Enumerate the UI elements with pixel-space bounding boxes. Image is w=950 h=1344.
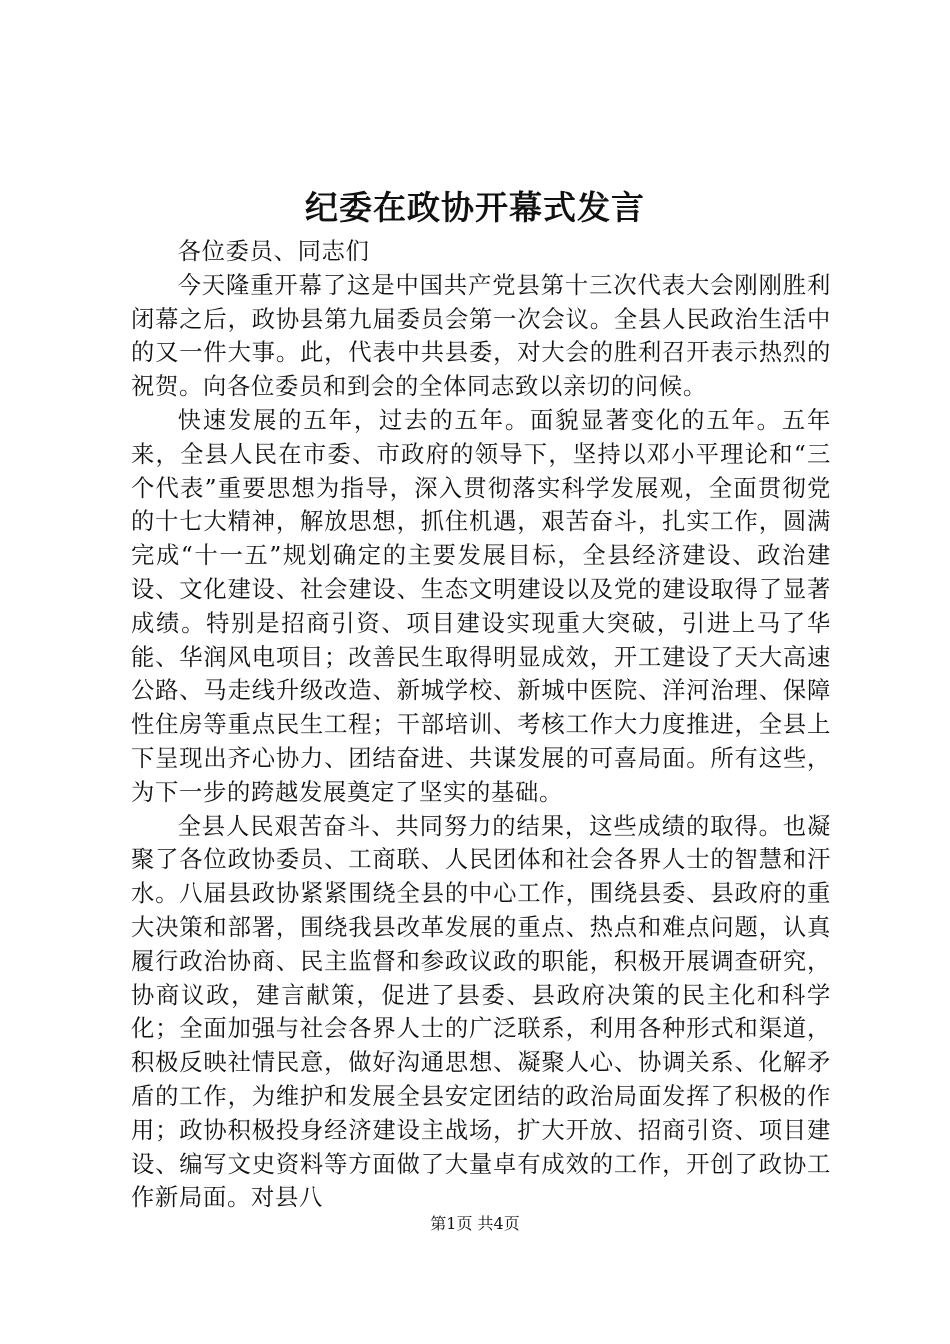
paragraph: 全县人民艰苦奋斗、共同努力的结果，这些成绩的取得。也凝聚了各位政协委员、工商联、人民团体和社会各界人士的智慧和汗水。八届县政协紧紧围绕全县的中心工作，围绕县委、县政府的重大决策和部署，围绕我县改革发展的重点、热点和难点问题，认真履行政治协商、民主监督和参政议政的职能，积极开展调查研究，协商议政，建言献策，促进了县委、县政府决策的民主化和科学化；全面加强与社会各界人士的广泛联系，利用各种形式和渠道，积极反映社情民意，做好沟通思想、凝聚人心、协调关系、化解矛盾的工作，为维护和发展全县安定团结的政治局面发挥了积极的作用；政协积极投身经济建设主战场，扩大开放、招商引资、项目建设、编写文史资料等方面做了大量卓有成效的工作，开创了政协工作新局面。对县八 xyxy=(131,812,831,1212)
page-number-footer: 第1页 共4页 xyxy=(430,1214,520,1233)
document-body xyxy=(131,235,831,1215)
paragraph: 今天隆重开幕了这是中国共产党县第十三次代表大会刚刚胜利闭幕之后，政协县第九届委员会第一次会议。全县人民政治生活中的又一件大事。此，代表中共县委，对大会的胜利召开表示热烈的祝贺。向各位委员和到会的全体同志致以亲切的问候。 xyxy=(131,271,831,401)
paragraph: 快速发展的五年，过去的五年。面貌显著变化的五年。五年来，全县人民在市委、市政府的领导下，坚持以邓小平理论和“三个代表”重要思想为指导，深入贯彻落实科学发展观，全面贯彻党的十七大精神，解放思想，抓住机遇，艰苦奋斗，扎实工作，圆满完成“十一五”规划确定的主要发展目标，全县经济建设、政治建设、文化建设、社会建设、生态文明建设以及党的建设取得了显著成绩。特别是招商引资、项目建设实现重大突破，引进上马了华能、华润风电项目；改善民生取得明显成效，开工建设了天大高速公路、马走线升级改造、新城学校、新城中医院、洋河治理、保障性住房等重点民生工程；干部培训、考核工作大力度推进，全县上下呈现出齐心协力、团结奋进、共谋发展的可喜局面。所有这些，为下一步的跨越发展奠定了坚实的基础。 xyxy=(131,406,831,806)
document-title: 纪委在政协开幕式发言 xyxy=(305,188,645,227)
greeting-line: 各位委员、同志们 xyxy=(177,238,370,265)
